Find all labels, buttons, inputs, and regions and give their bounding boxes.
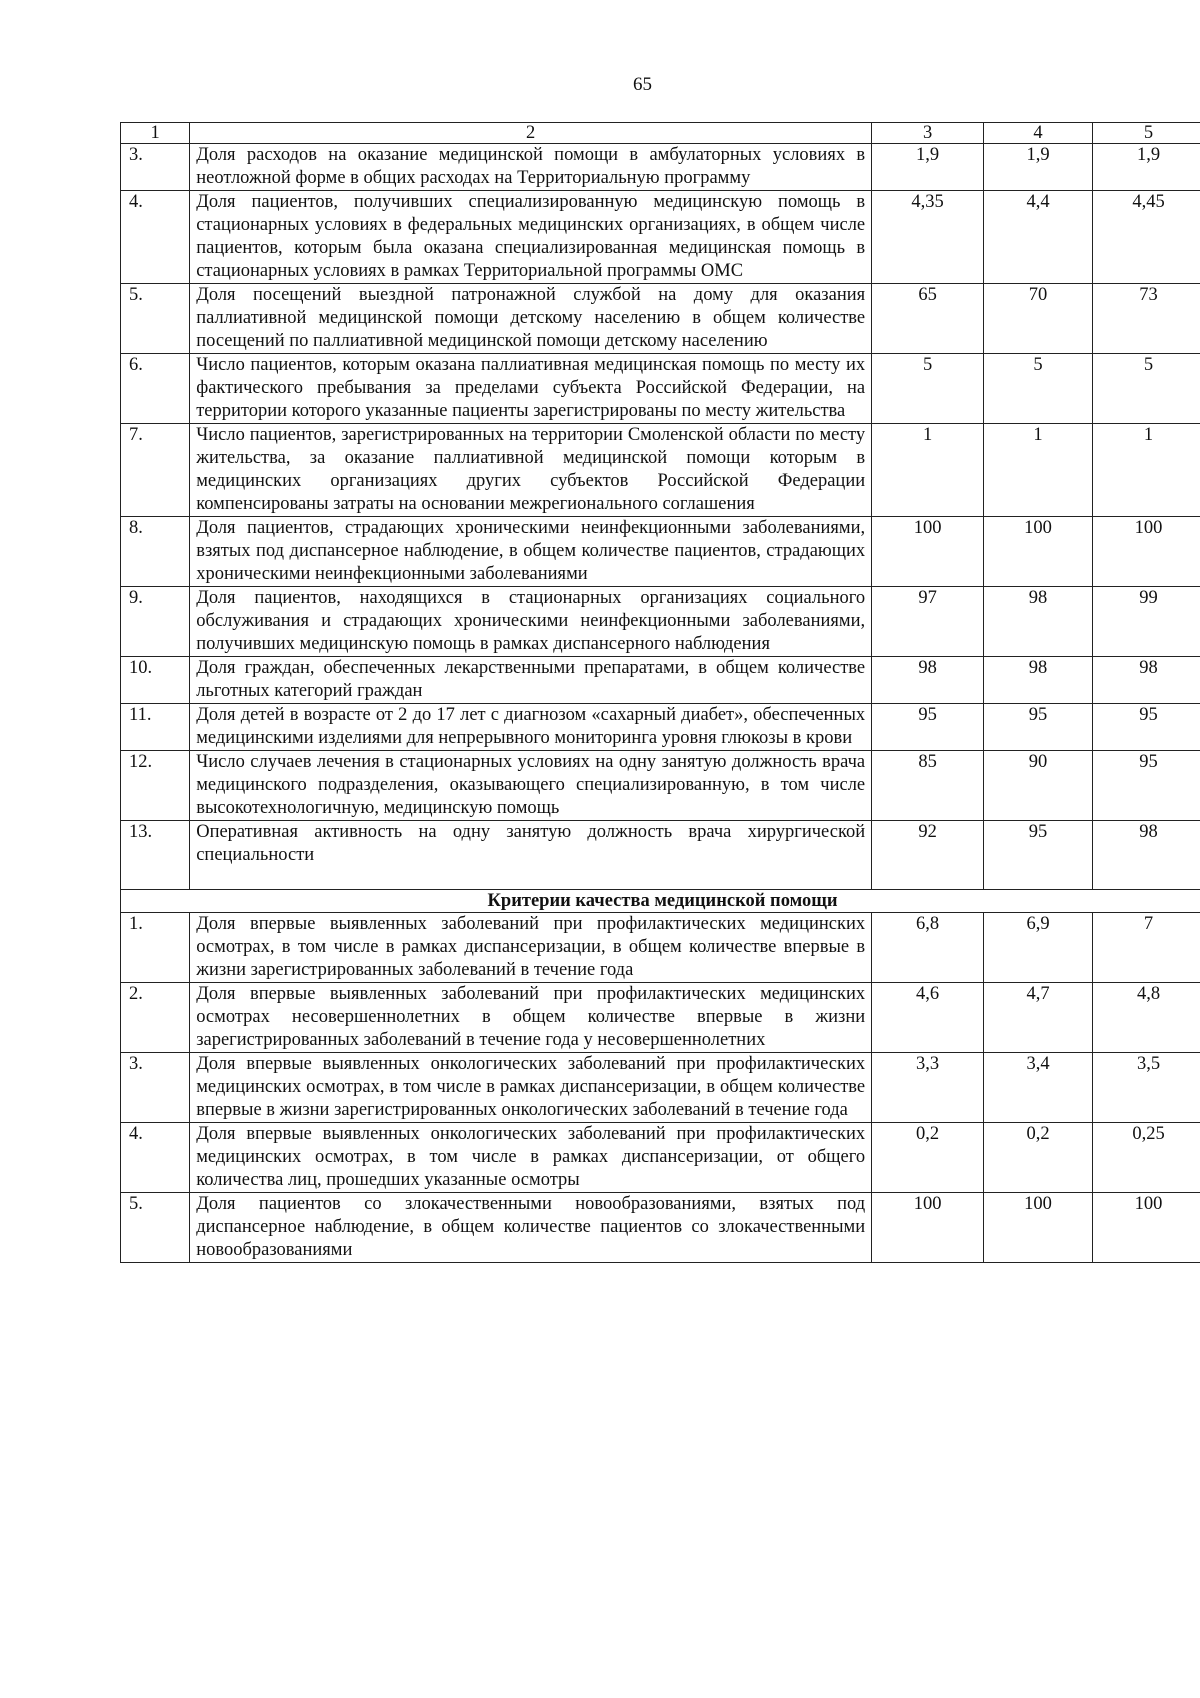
value-col3: 97 [872, 587, 984, 657]
row-number: 3. [121, 1053, 190, 1123]
row-number: 5. [121, 284, 190, 354]
value-col3: 85 [872, 751, 984, 821]
value-col4: 6,9 [984, 913, 1093, 983]
value-col5: 0,25 [1093, 1123, 1200, 1193]
row-number: 8. [121, 517, 190, 587]
row-number: 6. [121, 354, 190, 424]
table-row [121, 1053, 1200, 1123]
value-col3: 65 [872, 284, 984, 354]
value-col5: 100 [1093, 1193, 1200, 1263]
table-row [121, 191, 1200, 284]
row-description: Доля пациентов со злокачественными новообразованиями, взятых под диспансерное наблюдение, в общем количестве пациентов со злокачественными новообразованиями [190, 1193, 872, 1263]
table-row [121, 424, 1200, 517]
row-number: 1. [121, 913, 190, 983]
row-number: 12. [121, 751, 190, 821]
value-col5: 100 [1093, 517, 1200, 587]
row-description: Доля впервые выявленных заболеваний при профилактических медицинских осмотрах, в том числе в рамках диспансеризации, в общем количестве впервые в жизни зарегистрированных заболеваний в течение года [190, 913, 872, 983]
row-description: Число пациентов, которым оказана паллиативная медицинская помощь по месту их фактического пребывания за пределами субъекта Российской Федерации, на территории которого указанные пациенты зарегистрированы по месту жительства [190, 354, 872, 424]
value-col3: 100 [872, 517, 984, 587]
table-row [121, 284, 1200, 354]
row-description: Оперативная активность на одну занятую должность врача хирургической специальности [190, 821, 872, 890]
row-number: 9. [121, 587, 190, 657]
table-row [121, 517, 1200, 587]
column-header: 1 [121, 123, 190, 144]
table-row [121, 1193, 1200, 1263]
table-row [121, 354, 1200, 424]
value-col5: 4,8 [1093, 983, 1200, 1053]
value-col5: 1 [1093, 424, 1200, 517]
value-col3: 98 [872, 657, 984, 704]
table-row [121, 657, 1200, 704]
value-col4: 100 [984, 1193, 1093, 1263]
value-col4: 1,9 [984, 144, 1093, 191]
table-row [121, 983, 1200, 1053]
row-description: Число случаев лечения в стационарных условиях на одну занятую должность врача медицинского подразделения, оказывающего специализированную, в том числе высокотехнологичную, медицинскую помощь [190, 751, 872, 821]
value-col5: 5 [1093, 354, 1200, 424]
row-description: Доля пациентов, страдающих хроническими неинфекционными заболеваниями, взятых под диспансерное наблюдение, в общем количестве пациентов, страдающих хроническими неинфекционными заболеваниями [190, 517, 872, 587]
value-col4: 1 [984, 424, 1093, 517]
column-header: 5 [1093, 123, 1200, 144]
column-header: 2 [190, 123, 872, 144]
section-header-row [121, 890, 1200, 913]
row-number: 3. [121, 144, 190, 191]
row-number: 2. [121, 983, 190, 1053]
table-row [121, 704, 1200, 751]
row-description: Доля граждан, обеспеченных лекарственными препаратами, в общем количестве льготных категорий граждан [190, 657, 872, 704]
value-col4: 98 [984, 587, 1093, 657]
value-col3: 1,9 [872, 144, 984, 191]
value-col3: 4,6 [872, 983, 984, 1053]
value-col5: 4,45 [1093, 191, 1200, 284]
value-col3: 3,3 [872, 1053, 984, 1123]
row-description: Доля впервые выявленных онкологических заболеваний при профилактических медицинских осмотрах, в том числе в рамках диспансеризации, от общего количества лиц, прошедших указанные осмотры [190, 1123, 872, 1193]
row-description: Доля впервые выявленных заболеваний при профилактических медицинских осмотрах несовершеннолетних в общем количестве впервые в жизни зарегистрированных заболеваний в течение года у несовершеннолетних [190, 983, 872, 1053]
value-col5: 7 [1093, 913, 1200, 983]
value-col5: 95 [1093, 704, 1200, 751]
value-col3: 1 [872, 424, 984, 517]
value-col4: 95 [984, 704, 1093, 751]
row-number: 11. [121, 704, 190, 751]
table-row [121, 751, 1200, 821]
row-number: 5. [121, 1193, 190, 1263]
row-number: 13. [121, 821, 190, 890]
value-col4: 95 [984, 821, 1093, 890]
row-description: Доля посещений выездной патронажной службой на дому для оказания паллиативной медицинской помощи детскому населению в общем количестве посещений по паллиативной медицинской помощи детскому населению [190, 284, 872, 354]
value-col5: 95 [1093, 751, 1200, 821]
column-header: 3 [872, 123, 984, 144]
row-description: Доля впервые выявленных онкологических заболеваний при профилактических медицинских осмотрах, в том числе в рамках диспансеризации, в общем количестве впервые в жизни зарегистрированных онкологических заболеваний в течение года [190, 1053, 872, 1123]
row-number: 4. [121, 1123, 190, 1193]
value-col4: 3,4 [984, 1053, 1093, 1123]
value-col4: 100 [984, 517, 1093, 587]
row-description: Доля детей в возрасте от 2 до 17 лет с диагнозом «сахарный диабет», обеспеченных медицинскими изделиями для непрерывного мониторинга уровня глюкозы в крови [190, 704, 872, 751]
value-col3: 95 [872, 704, 984, 751]
value-col3: 0,2 [872, 1123, 984, 1193]
table-row [121, 821, 1200, 890]
value-col3: 100 [872, 1193, 984, 1263]
value-col4: 0,2 [984, 1123, 1093, 1193]
value-col3: 6,8 [872, 913, 984, 983]
table-row [121, 913, 1200, 983]
column-header: 4 [984, 123, 1093, 144]
table-row [121, 1123, 1200, 1193]
value-col4: 4,4 [984, 191, 1093, 284]
value-col4: 98 [984, 657, 1093, 704]
value-col5: 3,5 [1093, 1053, 1200, 1123]
value-col4: 4,7 [984, 983, 1093, 1053]
row-number: 7. [121, 424, 190, 517]
row-number: 4. [121, 191, 190, 284]
value-col5: 73 [1093, 284, 1200, 354]
row-number: 10. [121, 657, 190, 704]
row-description: Доля расходов на оказание медицинской помощи в амбулаторных условиях в неотложной форме в общих расходах на Территориальную программу [190, 144, 872, 191]
value-col4: 90 [984, 751, 1093, 821]
value-col3: 5 [872, 354, 984, 424]
value-col5: 98 [1093, 657, 1200, 704]
section-title: Критерии качества медицинской помощи [121, 890, 1200, 913]
table-row [121, 587, 1200, 657]
value-col3: 4,35 [872, 191, 984, 284]
page-number: 65 [633, 74, 652, 95]
indicators-table [120, 122, 1200, 1263]
value-col5: 98 [1093, 821, 1200, 890]
table-row [121, 144, 1200, 191]
row-description: Доля пациентов, находящихся в стационарных организациях социального обслуживания и страдающих хроническими неинфекционными заболеваниями, получивших медицинскую помощь в рамках диспансерного наблюдения [190, 587, 872, 657]
table-header-row [121, 123, 1200, 144]
value-col3: 92 [872, 821, 984, 890]
value-col4: 5 [984, 354, 1093, 424]
row-description: Число пациентов, зарегистрированных на территории Смоленской области по месту жительства, за оказание паллиативной медицинской помощи которым в медицинских организациях других субъектов Российской Федерации компенсированы затраты на основании межрегионального соглашения [190, 424, 872, 517]
value-col5: 1,9 [1093, 144, 1200, 191]
value-col4: 70 [984, 284, 1093, 354]
value-col5: 99 [1093, 587, 1200, 657]
row-description: Доля пациентов, получивших специализированную медицинскую помощь в стационарных условиях в федеральных медицинских организациях, в общем числе пациентов, которым была оказана специализированная медицинская помощь в стационарных условиях в рамках Территориальной программы ОМС [190, 191, 872, 284]
